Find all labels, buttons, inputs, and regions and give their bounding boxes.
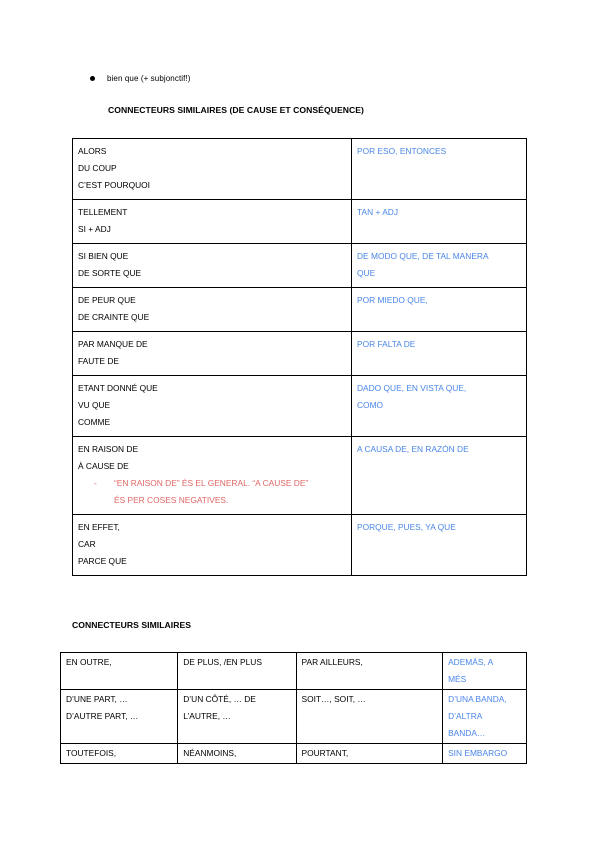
- table-row: [61, 744, 527, 764]
- table-cell: [296, 690, 443, 744]
- spanish-translation: COMO: [357, 400, 384, 410]
- bullet-text: bien que (+ subjonctif!): [107, 74, 191, 83]
- french-connector: VU QUE: [78, 400, 111, 410]
- spanish-translation: QUE: [357, 268, 376, 278]
- table-row: [73, 332, 527, 376]
- french-connector: D’AUTRE PART, …: [66, 711, 139, 721]
- table-row: [73, 515, 527, 576]
- table-row: [73, 200, 527, 244]
- french-connector: EN EFFET,: [78, 522, 120, 532]
- table-row: [61, 690, 527, 744]
- spanish-translation-cell: [352, 437, 527, 515]
- section2-title: CONNECTEURS SIMILAIRES: [72, 620, 192, 630]
- spanish-translation: DE MODO QUE, DE TAL MANERA: [357, 251, 489, 261]
- usage-note: [78, 475, 346, 509]
- section1-title: CONNECTEURS SIMILAIRES (DE CAUSE ET CONSÉQUENCE): [108, 105, 364, 115]
- french-connectors-cell: [73, 332, 352, 376]
- note-text: [114, 475, 308, 509]
- french-connector: SI + ADJ: [78, 224, 111, 234]
- spanish-translation-cell: [352, 376, 527, 437]
- french-connectors-cell: [73, 200, 352, 244]
- translation-cell: [443, 653, 527, 690]
- french-connector: DE CRAINTE QUE: [78, 312, 150, 322]
- spanish-translation-cell: [352, 200, 527, 244]
- french-connector: COMME: [78, 417, 111, 427]
- french-connector: CAR: [78, 539, 96, 549]
- table-row: [73, 437, 527, 515]
- table-cell: [61, 653, 178, 690]
- table-cell: [178, 744, 296, 764]
- table-cell: [296, 744, 443, 764]
- spanish-translation-cell: [352, 515, 527, 576]
- spanish-translation: POR FALTA DE: [357, 339, 416, 349]
- french-connectors-cell: [73, 288, 352, 332]
- french-connector: NÉANMOINS,: [183, 748, 237, 758]
- french-connector: FAUTE DE: [78, 356, 119, 366]
- spanish-translation: DADO QUE, EN VISTA QUE,: [357, 383, 467, 393]
- french-connector: D’UNE PART, …: [66, 694, 128, 704]
- french-connector: C’EST POURQUOI: [78, 180, 150, 190]
- cause-consequence-table: [72, 138, 527, 576]
- table-cell: [61, 744, 178, 764]
- french-connector: SI BIEN QUE: [78, 251, 129, 261]
- french-connector: DE PEUR QUE: [78, 295, 136, 305]
- table-row: [61, 653, 527, 690]
- french-connectors-cell: [73, 515, 352, 576]
- french-connectors-cell: [73, 244, 352, 288]
- french-connector: EN RAISON DE: [78, 444, 139, 454]
- bullet-dot-icon: [90, 76, 95, 81]
- spanish-translation-cell: [352, 332, 527, 376]
- spanish-translation-cell: [352, 288, 527, 332]
- french-connector: POURTANT,: [301, 748, 349, 758]
- note-line: ÉS PER COSES NEGATIVES.: [114, 495, 229, 505]
- spanish-translation: A CAUSA DE, EN RAZÓN DE: [357, 444, 469, 454]
- catalan-spanish-translation: BANDA…: [448, 728, 486, 738]
- spanish-translation: POR MIEDO QUE,: [357, 295, 428, 305]
- french-connector: EN OUTRE,: [66, 657, 112, 667]
- french-connectors-cell: [73, 437, 352, 515]
- french-connector: PARCE QUE: [78, 556, 127, 566]
- french-connector: DE SORTE QUE: [78, 268, 142, 278]
- spanish-translation-cell: [352, 139, 527, 200]
- french-connectors-cell: [73, 376, 352, 437]
- spanish-translation-cell: [352, 244, 527, 288]
- table-row: [73, 244, 527, 288]
- table-row: [73, 376, 527, 437]
- translation-cell: [443, 744, 527, 764]
- french-connector: DE PLUS, /EN PLUS: [183, 657, 262, 667]
- table-row: [73, 139, 527, 200]
- catalan-spanish-translation: ADEMÁS, A: [448, 657, 494, 667]
- spanish-translation: TAN + ADJ: [357, 207, 399, 217]
- french-connectors-cell: [73, 139, 352, 200]
- catalan-spanish-translation: MÉS: [448, 674, 467, 684]
- note-line: “EN RAISON DE” ÉS EL GENERAL. “A CAUSE DE”: [114, 478, 309, 488]
- translation-cell: [443, 690, 527, 744]
- catalan-spanish-translation: D’UNA BANDA,: [448, 694, 507, 704]
- french-connector: ALORS: [78, 146, 107, 156]
- table-cell: [178, 653, 296, 690]
- spanish-translation: PORQUE, PUES, YA QUE: [357, 522, 456, 532]
- similar-connectors-table: [60, 652, 527, 764]
- french-connector: À CAUSE DE: [78, 461, 129, 471]
- table-cell: [178, 690, 296, 744]
- catalan-spanish-translation: D’ALTRA: [448, 711, 483, 721]
- table-row: [73, 288, 527, 332]
- french-connector: TELLEMENT: [78, 207, 128, 217]
- french-connector: ETANT DONNÉ QUE: [78, 383, 158, 393]
- french-connector: PAR AILLEURS,: [301, 657, 363, 667]
- note-dash: -: [94, 478, 97, 488]
- spanish-translation: POR ESO, ENTONCES: [357, 146, 447, 156]
- table-cell: [61, 690, 178, 744]
- french-connector: PAR MANQUE DE: [78, 339, 148, 349]
- table-cell: [296, 653, 443, 690]
- french-connector: DU COUP: [78, 163, 117, 173]
- french-connector: D’UN CÔTÉ, … DE: [183, 694, 256, 704]
- french-connector: SOIT…, SOIT, …: [301, 694, 366, 704]
- bullet-item: [90, 74, 191, 83]
- french-connector: L’AUTRE, …: [183, 711, 231, 721]
- catalan-spanish-translation: SIN EMBARGO: [448, 748, 508, 758]
- french-connector: TOUTEFOIS,: [66, 748, 117, 758]
